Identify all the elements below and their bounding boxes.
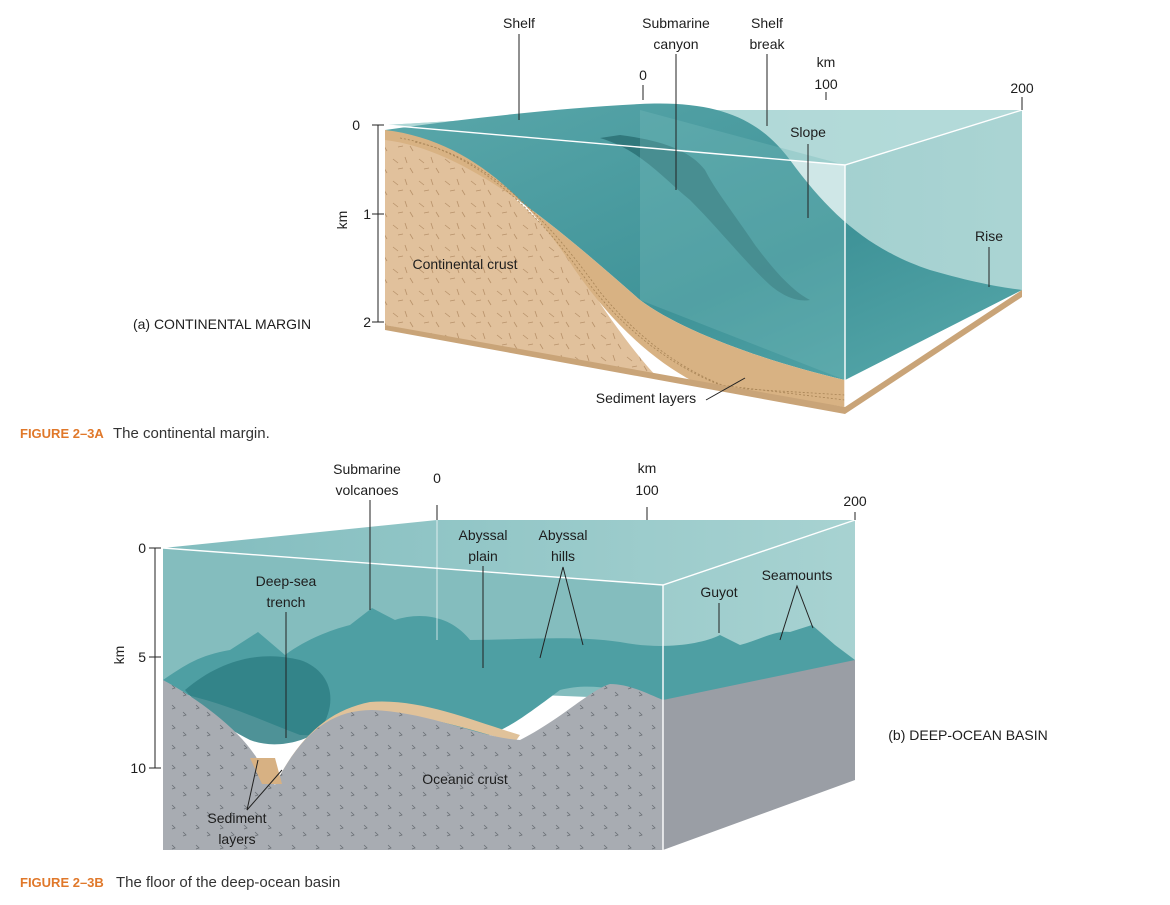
label-shelf-break-2: break bbox=[749, 36, 785, 52]
depth-label-10-b: 10 bbox=[130, 760, 146, 776]
depth-label-0-b: 0 bbox=[138, 540, 146, 556]
label-volcanoes-1: Submarine bbox=[333, 461, 401, 477]
label-sediment-1-b: Sediment bbox=[207, 810, 267, 826]
caption-b-text: The floor of the deep-ocean basin bbox=[116, 874, 341, 891]
label-rise: Rise bbox=[974, 228, 1004, 244]
label-trench-2: trench bbox=[266, 594, 306, 610]
depth-unit-b: km bbox=[111, 645, 127, 665]
label-shelf: Shelf bbox=[503, 15, 535, 31]
depth-label-0: 0 bbox=[352, 117, 360, 133]
label-plain-2: plain bbox=[468, 548, 498, 564]
label-trench-1: Deep-sea bbox=[255, 573, 317, 589]
depth-label-1: 1 bbox=[363, 206, 371, 222]
label-oceanic-crust: Oceanic crust bbox=[422, 771, 508, 787]
distance-unit-a: km bbox=[816, 54, 836, 70]
label-continental-crust: Continental crust bbox=[412, 256, 518, 272]
distance-label-200-a: 200 bbox=[1010, 80, 1034, 96]
caption-a-text: The continental margin. bbox=[113, 425, 270, 442]
panel-deep-ocean-basin bbox=[111, 460, 1048, 850]
distance-label-100-a: 100 bbox=[814, 76, 838, 92]
label-hills-1: Abyssal bbox=[538, 527, 588, 543]
depth-label-5-b: 5 bbox=[138, 649, 146, 665]
label-canyon-2: canyon bbox=[653, 36, 699, 52]
panel-b-title: (b) DEEP-OCEAN BASIN bbox=[888, 727, 1048, 743]
distance-label-0-b: 0 bbox=[433, 470, 441, 486]
label-sediment-2-b: layers bbox=[218, 831, 256, 847]
caption-a-figure: FIGURE 2–3A bbox=[20, 426, 104, 441]
distance-label-100-b: 100 bbox=[635, 482, 659, 498]
label-guyot: Guyot bbox=[700, 584, 738, 600]
panel-a-title: (a) CONTINENTAL MARGIN bbox=[132, 316, 312, 332]
depth-label-2: 2 bbox=[363, 314, 371, 330]
distance-unit-b: km bbox=[637, 460, 657, 476]
panel-continental-margin bbox=[133, 15, 1034, 414]
caption-b-figure: FIGURE 2–3B bbox=[20, 875, 104, 890]
label-shelf-break-1: Shelf bbox=[751, 15, 783, 31]
distance-label-0-a: 0 bbox=[639, 67, 647, 83]
label-plain-1: Abyssal bbox=[458, 527, 508, 543]
label-sediment-layers-a: Sediment layers bbox=[595, 390, 697, 406]
label-seamounts: Seamounts bbox=[761, 567, 833, 583]
label-volcanoes-2: volcanoes bbox=[335, 482, 399, 498]
depth-unit-a: km bbox=[334, 210, 350, 230]
label-slope: Slope bbox=[790, 124, 826, 140]
label-hills-2: hills bbox=[550, 548, 576, 564]
distance-label-200-b: 200 bbox=[843, 493, 867, 509]
label-canyon-1: Submarine bbox=[642, 15, 710, 31]
